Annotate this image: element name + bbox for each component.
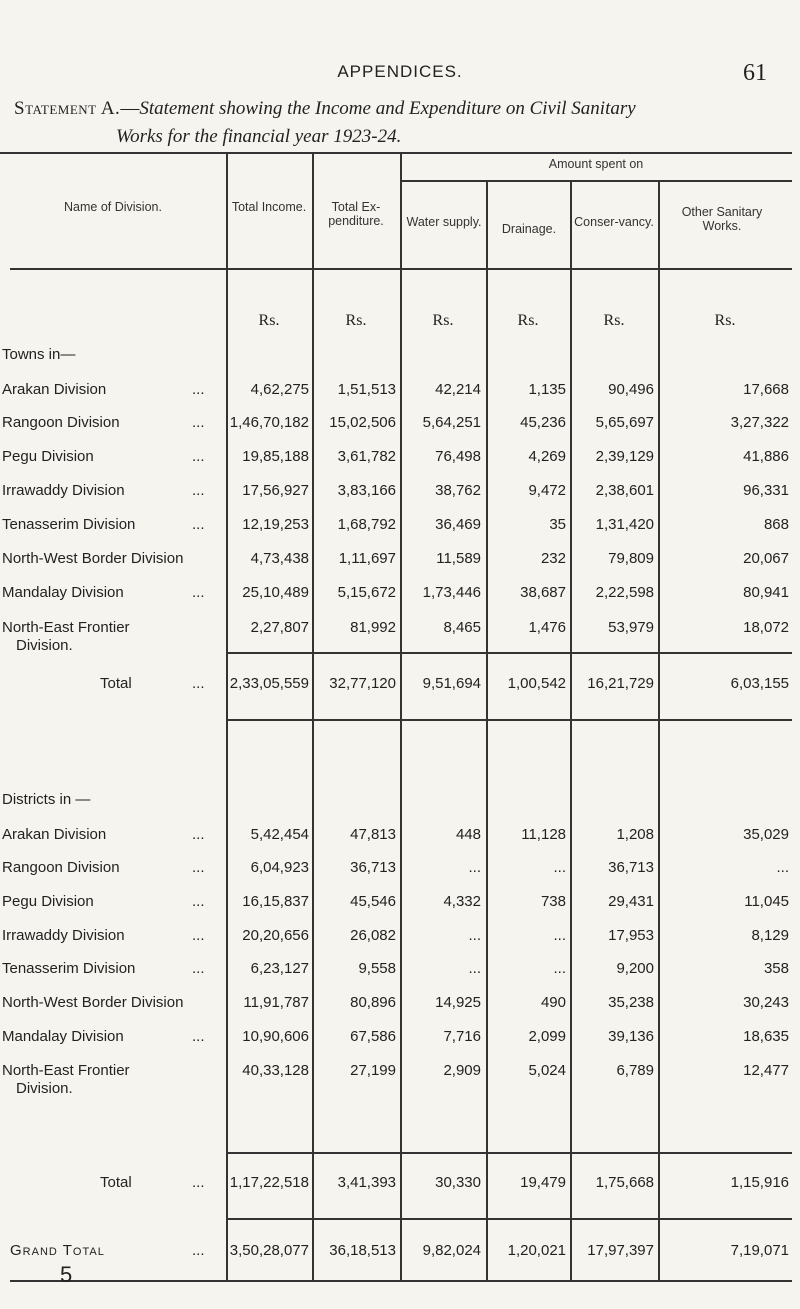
table-top-rule [0,152,792,154]
table-cell: 1,208 [616,826,654,843]
table-cell: 12,19,253 [242,516,309,533]
header-drainage: Drainage. [501,222,557,236]
table-cell: 9,472 [528,482,566,499]
table-cell: 18,072 [743,619,789,636]
table-cell: 1,73,446 [422,584,481,601]
table-cell: 18,635 [743,1028,789,1045]
table-cell: 11,045 [744,893,789,910]
leader-dots: ... [192,893,205,910]
header-expenditure: Total Ex-penditure. [328,200,384,228]
leader-dots: ... [192,1174,205,1191]
table-cell: 30,243 [743,994,789,1011]
table-cell: 1,135 [528,381,566,398]
table-cell: 1,31,420 [595,516,654,533]
unit-water: Rs. [432,312,454,329]
table-cell: 14,925 [435,994,481,1011]
division-name: Pegu Division [2,448,94,465]
table-cell: 6,04,923 [250,859,309,876]
table-cell: 1,68,792 [337,516,396,533]
title-dash: — [120,98,140,119]
table-cell: 5,65,697 [595,414,654,431]
table-cell: 1,15,916 [730,1174,789,1191]
table-cell: 1,51,513 [337,381,396,398]
table-cell: 2,39,129 [595,448,654,465]
table-cell: ... [468,927,481,944]
table-cell: 5,64,251 [422,414,481,431]
towns-subtotal-rule [226,652,792,654]
districts-section-label: Districts in — [2,791,91,808]
unit-other: Rs. [714,312,736,329]
table-cell: 38,687 [520,584,566,601]
table-cell: 7,19,071 [730,1242,789,1259]
table-cell: 81,992 [350,619,396,636]
table-cell: 36,713 [608,859,654,876]
division-name: Rangoon Division [2,859,120,876]
table-cell: 2,22,598 [595,584,654,601]
table-cell: 2,909 [443,1062,481,1079]
leader-dots: ... [192,1028,205,1045]
table-cell: 1,11,697 [338,550,396,567]
table-cell: ... [468,859,481,876]
table-cell: 17,97,397 [587,1242,654,1259]
table-cell: 868 [763,516,789,533]
table-cell: 67,586 [350,1028,396,1045]
division-name: Tenasserim Division [2,960,136,977]
table-cell: 9,82,024 [422,1242,481,1259]
table-cell: 2,099 [528,1028,566,1045]
districts-subtotal-rule [226,1152,792,1154]
table-cell: 9,200 [616,960,654,977]
division-name: Mandalay Division [2,1028,124,1045]
table-cell: 4,269 [528,448,566,465]
division-name: Tenasserim Division [2,516,136,533]
total-label: Total [100,1174,132,1191]
table-cell: 20,20,656 [242,927,309,944]
division-name: North-East Frontier [2,1062,130,1079]
page-number: 61 [743,60,767,86]
statement-label: Statement A. [14,98,121,119]
towns-total-underline [226,719,792,721]
table-cell: 9,51,694 [422,675,481,692]
table-cell: 16,21,729 [587,675,654,692]
division-name: Irrawaddy Division [2,482,125,499]
total-label: Total [100,675,132,692]
table-cell: 2,38,601 [595,482,654,499]
col-divider-5 [570,180,572,1280]
table-cell: 5,15,672 [337,584,396,601]
table-cell: 7,716 [443,1028,481,1045]
table-cell: 11,589 [436,550,481,567]
table-cell: 36,18,513 [329,1242,396,1259]
table-cell: 10,90,606 [242,1028,309,1045]
table-cell: 6,789 [616,1062,654,1079]
leader-dots: ... [192,414,205,431]
table-cell: 1,476 [528,619,566,636]
table-cell: ... [553,859,566,876]
table-cell: 1,75,668 [595,1174,654,1191]
table-cell: 29,431 [608,893,654,910]
leader-dots: ... [192,1242,205,1259]
division-name: North-West Border Division [2,994,184,1011]
leader-dots: ... [192,381,205,398]
division-name: North-West Border Division [2,550,184,567]
division-name-cont: Division. [16,1080,73,1097]
table-cell: 80,896 [350,994,396,1011]
table-cell: 3,27,322 [730,414,789,431]
footer-mark: 5 [60,1262,73,1287]
table-cell: 26,082 [350,927,396,944]
table-cell: 30,330 [435,1174,481,1191]
table-cell: 5,024 [528,1062,566,1079]
leader-dots: ... [192,448,205,465]
amount-spent-rule [400,180,792,182]
header-other: Other Sanitary Works. [681,205,763,233]
header-water: Water supply. [406,215,482,229]
table-cell: 79,809 [608,550,654,567]
table-cell: 20,067 [743,550,789,567]
table-cell: 6,23,127 [250,960,309,977]
table-cell: 96,331 [743,482,789,499]
table-cell: 15,02,506 [329,414,396,431]
unit-expenditure: Rs. [345,312,367,329]
table-cell: 232 [540,550,566,567]
division-name: Pegu Division [2,893,94,910]
unit-drainage: Rs. [517,312,539,329]
division-name: Arakan Division [2,826,107,843]
table-cell: 41,886 [743,448,789,465]
table-cell: 90,496 [608,381,654,398]
division-name: Mandalay Division [2,584,124,601]
table-cell: 19,85,188 [242,448,309,465]
table-cell: 17,56,927 [242,482,309,499]
leader-dots: ... [192,584,205,601]
division-name: Irrawaddy Division [2,927,125,944]
table-cell: 12,477 [743,1062,789,1079]
table-cell: 5,42,454 [250,826,309,843]
table-cell: ... [553,927,566,944]
header-name: Name of Division. [64,200,162,214]
table-cell: 39,136 [608,1028,654,1045]
col-divider-4 [486,180,488,1280]
table-cell: 32,77,120 [329,675,396,692]
table-cell: 4,62,275 [250,381,309,398]
title-line-2: Works for the financial year 1923-24. [116,126,402,147]
table-cell: 1,00,542 [507,675,566,692]
title-line-1: Statement showing the Income and Expenditure on Civil Sanitary [139,98,636,119]
table-cell: 35,238 [608,994,654,1011]
table-cell: 1,46,70,182 [229,414,309,431]
table-cell: ... [553,960,566,977]
table-cell: 11,91,787 [243,994,309,1011]
table-cell: 17,668 [743,381,789,398]
table-cell: 3,61,782 [337,448,396,465]
header-conservancy: Conser-vancy. [574,215,654,229]
table-cell: 448 [455,826,481,843]
table-cell: 45,546 [350,893,396,910]
table-cell: 47,813 [350,826,396,843]
unit-income: Rs. [258,312,280,329]
leader-dots: ... [192,960,205,977]
division-name: Arakan Division [2,381,107,398]
table-cell: 4,332 [443,893,481,910]
towns-section-label: Towns in— [2,346,76,363]
header-amount-spent-on: Amount spent on [548,157,644,171]
table-cell: ... [468,960,481,977]
statement-title [14,98,636,120]
header-income: Total Income. [231,200,307,214]
table-cell: 42,214 [435,381,481,398]
table-cell: 490 [540,994,566,1011]
table-cell: 1,17,22,518 [229,1174,309,1191]
table-cell: 19,479 [520,1174,566,1191]
districts-total-underline [226,1218,792,1220]
leader-dots: ... [192,482,205,499]
col-divider-6 [658,180,660,1280]
table-cell: 76,498 [435,448,481,465]
table-cell: 27,199 [350,1062,396,1079]
table-cell: 25,10,489 [242,584,309,601]
division-name: North-East Frontier [2,619,130,636]
table-cell: 45,236 [520,414,566,431]
table-cell: ... [776,859,789,876]
unit-conservancy: Rs. [603,312,625,329]
table-cell: 40,33,128 [242,1062,309,1079]
table-cell: 358 [763,960,789,977]
running-head: APPENDICES. [337,62,463,81]
leader-dots: ... [192,927,205,944]
table-cell: 4,73,438 [250,550,309,567]
table-cell: 9,558 [358,960,396,977]
table-cell: 80,941 [743,584,789,601]
table-cell: 17,953 [608,927,654,944]
table-cell: 53,979 [608,619,654,636]
table-cell: 6,03,155 [730,675,789,692]
leader-dots: ... [192,675,205,692]
leader-dots: ... [192,859,205,876]
table-cell: 11,128 [521,826,566,843]
table-cell: 1,20,021 [507,1242,566,1259]
leader-dots: ... [192,826,205,843]
table-cell: 2,33,05,559 [229,675,309,692]
table-cell: 3,83,166 [337,482,396,499]
table-cell: 3,41,393 [337,1174,396,1191]
table-cell: 36,469 [435,516,481,533]
table-bottom-rule [10,1280,792,1282]
table-cell: 738 [540,893,566,910]
division-name: Rangoon Division [2,414,120,431]
total-label: Grand Total [10,1242,105,1259]
table-cell: 8,129 [751,927,789,944]
table-cell: 35 [549,516,566,533]
table-cell: 38,762 [435,482,481,499]
division-name-cont: Division. [16,637,73,654]
table-cell: 36,713 [350,859,396,876]
table-cell: 35,029 [743,826,789,843]
table-cell: 2,27,807 [250,619,309,636]
table-cell: 8,465 [443,619,481,636]
table-cell: 16,15,837 [242,893,309,910]
table-cell: 3,50,28,077 [229,1242,309,1259]
leader-dots: ... [192,516,205,533]
